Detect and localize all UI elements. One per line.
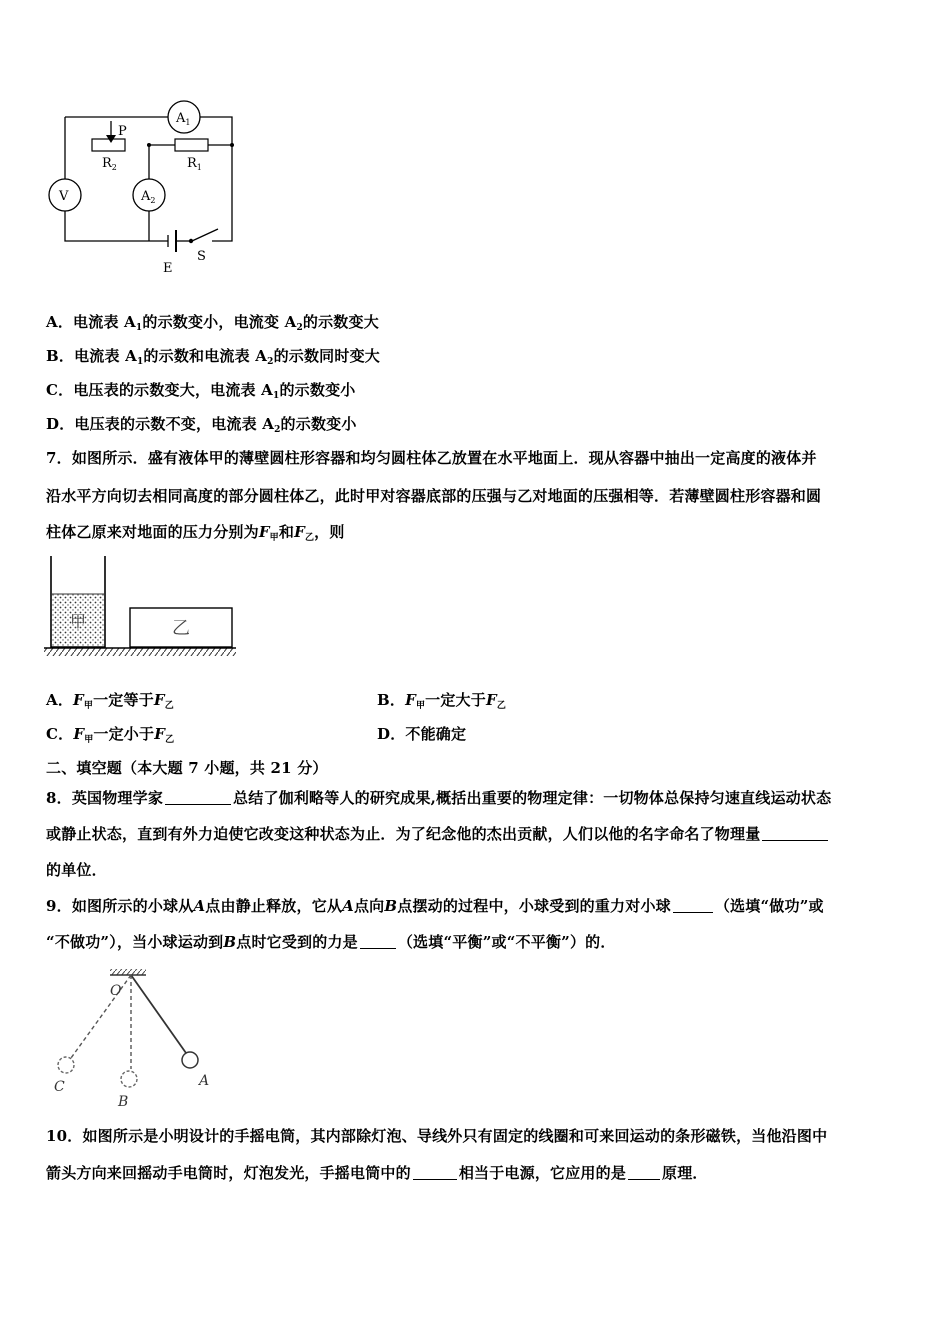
- q8-blank-2[interactable]: [762, 826, 828, 841]
- container-cylinder-figure: [44, 556, 244, 666]
- q10-line1: 10．如图所示是小明设计的手摇电筒，其内部除灯泡、导线外只有固定的线圈和可来回运动的条形磁铁，当他沿图中: [46, 1127, 828, 1145]
- circuit-diagram: [40, 95, 250, 285]
- q9-line1: 9．如图所示的小球从A点由静止释放，它从A点向B点摆动的过程中，小球受到的重力对小球 （选填“做功”或: [46, 897, 824, 915]
- q8-line3: 的单位．: [46, 861, 107, 879]
- q7-option-d: D．不能确定: [377, 725, 467, 743]
- q7-stem-line3: 柱体乙原来对地面的压力分别为$F_甲$和$F_乙$，则: [46, 523, 345, 543]
- point-b-label: B: [118, 1094, 129, 1110]
- section-heading: 二、填空题（本大题 7 小题，共 21 分）: [46, 759, 328, 777]
- q7-option-a: A．$F_甲$一定等于$F_乙$: [46, 691, 174, 711]
- q6-option-b: B．电流表 $A_1$的示数和电流表 $A_2$的示数同时变大: [46, 347, 380, 367]
- battery-e-label: E: [163, 261, 173, 276]
- q8-line1: 8．英国物理学家 总结了伽利略等人的研究成果,概括出重要的物理定律：一切物体总保持匀速直线运动状态: [46, 789, 832, 807]
- q9-blank-2[interactable]: [360, 934, 396, 949]
- liquid-jia-label: 甲: [70, 612, 87, 631]
- voltmeter-label: V: [59, 189, 69, 204]
- pivot-o-label: O: [110, 983, 122, 999]
- point-c-label: C: [54, 1079, 65, 1095]
- q10-blank-2[interactable]: [628, 1165, 660, 1180]
- q6-option-d: D．电压表的示数不变，电流表 $A_2$的示数变小: [46, 415, 357, 435]
- q9-line2: “不做功”），当小球运动到B点时它受到的力是 （选填“平衡”或“不平衡”）的．: [46, 933, 616, 951]
- q8-line2: 或静止状态，直到有外力迫使它改变这种状态为止．为了纪念他的杰出贡献，人们以他的名字命名了物理量: [46, 824, 830, 844]
- q10-blank-1[interactable]: [413, 1165, 457, 1180]
- pendulum-figure: [50, 965, 230, 1110]
- q9-blank-1[interactable]: [673, 898, 713, 913]
- q8-blank-1[interactable]: [165, 790, 231, 805]
- slider-p-label: P: [118, 124, 127, 139]
- point-a-label: A: [199, 1073, 210, 1089]
- resistor-r2-label: $R_2$: [102, 156, 117, 172]
- q7-stem-line2: 沿水平方向切去相同高度的部分圆柱体乙，此时甲对容器底部的压强与乙对地面的压强相等．若薄壁圆柱形容器和圆: [46, 487, 822, 505]
- cylinder-yi-label: 乙: [172, 618, 190, 639]
- ammeter-a2-label: $A_2$: [141, 189, 156, 205]
- q7-stem-line1: 7．如图所示．盛有液体甲的薄壁圆柱形容器和均匀圆柱体乙放置在水平地面上．现从容器中抽出一定高度的液体并: [46, 449, 817, 467]
- q6-option-c: C．电压表的示数变大，电流表 $A_1$的示数变小: [46, 381, 356, 401]
- ammeter-a1-label: $A_1$: [176, 111, 191, 127]
- q7-option-c: C．$F_甲$一定小于$F_乙$: [46, 725, 175, 745]
- q10-line2: 箭头方向来回摇动手电筒时，灯泡发光，手摇电筒中的 相当于电源，它应用的是 原理．: [46, 1164, 708, 1182]
- switch-s-label: S: [197, 249, 206, 264]
- resistor-r1-label: $R_1$: [187, 156, 202, 172]
- q7-option-b: B．$F_甲$一定大于$F_乙$: [377, 691, 507, 711]
- q6-option-a: A．电流表 $A_1$的示数变小，电流变 $A_2$的示数变大: [46, 313, 379, 333]
